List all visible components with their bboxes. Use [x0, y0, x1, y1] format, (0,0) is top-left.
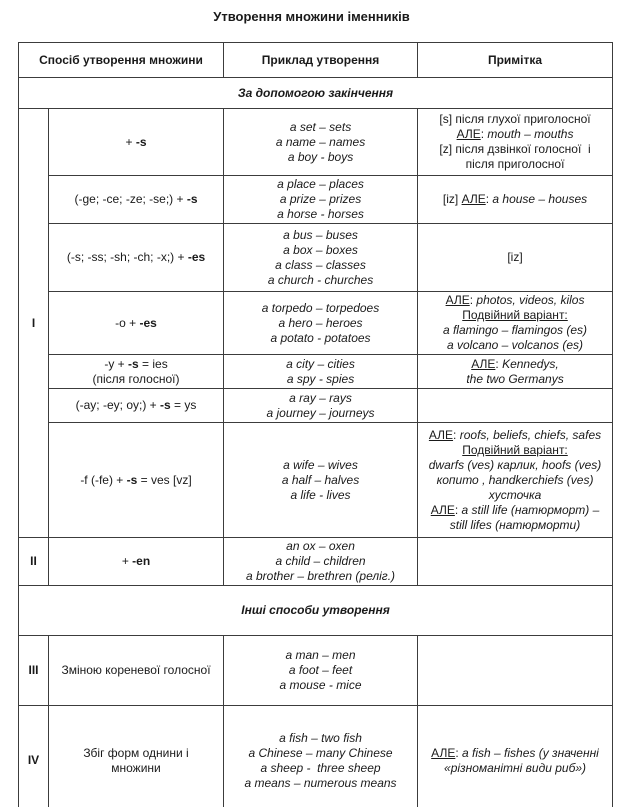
example-cell	[224, 538, 418, 586]
text-run: a life - lives	[290, 487, 351, 502]
text-run: still lifes (натюрморти)	[449, 517, 581, 532]
text-run: Kennedys,	[502, 356, 559, 371]
text-run: +	[125, 134, 136, 149]
section-row-other	[19, 586, 613, 636]
method-cell	[49, 224, 224, 292]
text-line	[52, 135, 220, 150]
text-run: [iz]	[442, 192, 462, 206]
example-cell	[224, 292, 418, 355]
text-run: -s	[126, 472, 138, 487]
note-cell	[418, 292, 613, 355]
text-run: a brother – brethren (реліг.)	[246, 569, 396, 583]
text-run: АЛЕ	[456, 127, 481, 141]
text-run: mouth – mouths	[487, 127, 574, 141]
text-line	[227, 761, 414, 776]
text-run: [iz]	[507, 250, 523, 264]
table-row	[19, 292, 613, 355]
text-run: -o +	[115, 315, 140, 330]
table-row	[19, 636, 613, 706]
table-row	[19, 389, 613, 423]
example-cell	[224, 224, 418, 292]
text-run: Зміною кореневої голосної	[61, 663, 211, 677]
text-run: Подвійний варіант:	[462, 308, 568, 322]
text-line	[421, 308, 609, 323]
text-run: -f (-fe) +	[80, 472, 127, 487]
note-cell	[418, 109, 613, 176]
text-line	[421, 293, 609, 308]
text-run: -es	[139, 315, 157, 330]
text-line	[227, 372, 414, 387]
text-run: = ys	[170, 398, 197, 412]
text-run: -en	[132, 554, 151, 568]
col-header-method: Спосіб утворення множини	[19, 43, 224, 78]
text-run: (після голосної)	[92, 371, 180, 386]
text-run: a ray – rays	[289, 390, 352, 405]
text-run: (-ge; -ce; -ze; -se;) +	[74, 192, 187, 206]
table-row	[19, 176, 613, 224]
text-line	[421, 443, 609, 458]
text-run: :	[453, 427, 460, 442]
table-row	[19, 423, 613, 538]
text-run: АЛЕ	[471, 356, 496, 371]
text-line	[421, 250, 609, 265]
method-cell	[49, 423, 224, 538]
text-run: «різноманітні види риб»)	[444, 760, 586, 775]
text-run: a box – boxes	[283, 242, 358, 257]
method-cell	[49, 389, 224, 423]
text-line	[52, 761, 220, 776]
text-line	[421, 372, 609, 387]
text-line	[227, 663, 414, 678]
text-run: a spy - spies	[286, 371, 355, 386]
text-line	[227, 648, 414, 663]
text-run: -s	[160, 398, 171, 412]
example-cell	[224, 109, 418, 176]
example-cell	[224, 706, 418, 807]
text-run: a flamingo – flamingos (es)	[442, 323, 588, 337]
text-line	[421, 503, 609, 518]
text-line	[227, 301, 414, 316]
text-run: = ies	[138, 356, 168, 371]
text-line	[52, 316, 220, 331]
text-line	[52, 250, 220, 265]
col-header-note: Примітка	[418, 43, 613, 78]
text-line	[421, 357, 609, 372]
method-cell	[49, 706, 224, 807]
text-line	[227, 207, 414, 222]
text-run: :	[485, 192, 493, 206]
example-cell	[224, 636, 418, 706]
text-line	[421, 142, 609, 157]
text-run: [z] після дзвінкої голосної і	[439, 142, 591, 156]
text-line	[227, 243, 414, 258]
text-run: [s] після глухої приголосної	[439, 112, 591, 126]
text-run: a potato - potatoes	[270, 330, 371, 345]
section-title-endings: За допомогою закінчення	[19, 78, 613, 109]
text-line	[227, 488, 414, 503]
text-line	[52, 192, 220, 207]
text-line	[421, 518, 609, 533]
text-line	[421, 761, 609, 776]
text-run: АЛЕ	[428, 427, 454, 442]
text-run: хусточка	[488, 487, 542, 502]
group-numeral-IV: IV	[19, 706, 49, 807]
text-run: a man – men	[285, 648, 356, 662]
text-run: a Chinese – many Chinese	[248, 745, 393, 760]
text-run: копито , handkerchiefs (ves)	[436, 472, 594, 487]
text-run: a fish – fishes (у значенні	[462, 745, 599, 760]
text-line	[227, 135, 414, 150]
text-line	[421, 112, 609, 127]
text-run: -y +	[104, 356, 128, 371]
note-cell	[418, 706, 613, 807]
text-line	[52, 372, 220, 387]
text-line	[227, 228, 414, 243]
text-run: a house – houses	[492, 192, 588, 206]
method-cell	[49, 355, 224, 389]
text-run: (-ay; -ey; oy;) +	[75, 398, 160, 412]
text-run: a means – numerous means	[244, 775, 397, 790]
text-run: a church - churches	[267, 272, 374, 287]
text-line	[227, 554, 414, 569]
text-run: a set – sets	[289, 119, 352, 134]
text-run: АЛЕ	[431, 745, 456, 760]
text-run: a volcano – volcanos (es)	[446, 338, 584, 352]
text-run: a boy - boys	[287, 149, 354, 164]
text-line	[227, 569, 414, 584]
text-run: = ves [vz]	[137, 472, 192, 487]
method-cell	[49, 109, 224, 176]
text-run: an ox – oxen	[286, 539, 355, 553]
text-run: :	[469, 293, 477, 307]
section-row-endings	[19, 78, 613, 109]
example-cell	[224, 176, 418, 224]
method-cell	[49, 538, 224, 586]
table-row	[19, 224, 613, 292]
text-run: :	[455, 745, 462, 760]
text-run: (-s; -ss; -sh; -ch; -x;) +	[66, 250, 188, 264]
text-run: :	[454, 502, 462, 517]
text-line	[227, 678, 414, 693]
note-cell	[418, 355, 613, 389]
text-run: :	[495, 356, 503, 371]
text-run: a horse - horses	[277, 207, 364, 221]
text-run: АЛЕ	[461, 192, 486, 206]
text-run: a mouse - mice	[279, 678, 362, 692]
note-cell	[418, 423, 613, 538]
text-line	[421, 338, 609, 353]
text-run: АЛЕ	[445, 293, 470, 307]
text-run: a city – cities	[286, 356, 355, 371]
col-header-example: Приклад утворення	[224, 43, 418, 78]
group-numeral-I: I	[19, 109, 49, 538]
text-run: a prize – prizes	[279, 192, 362, 206]
text-run: a bus – buses	[283, 227, 358, 242]
text-line	[421, 192, 609, 207]
note-cell	[418, 389, 613, 423]
text-run: -s	[135, 134, 147, 149]
text-line	[227, 391, 414, 406]
text-line	[227, 192, 414, 207]
text-line	[421, 488, 609, 503]
text-line	[227, 258, 414, 273]
text-run: a class – classes	[275, 257, 366, 272]
note-cell	[418, 636, 613, 706]
text-run: roofs, beliefs, chiefs, safes	[459, 427, 602, 442]
text-line	[52, 746, 220, 761]
text-run: множини	[111, 760, 161, 775]
text-line	[227, 150, 414, 165]
text-line	[52, 357, 220, 372]
text-line	[227, 120, 414, 135]
text-line	[227, 458, 414, 473]
text-line	[52, 554, 220, 569]
text-run: a foot – feet	[288, 663, 353, 677]
text-line	[227, 539, 414, 554]
text-line	[227, 316, 414, 331]
page-title: Утворення множини іменників	[213, 9, 410, 24]
plural-formation-table	[18, 42, 613, 807]
text-line	[421, 458, 609, 473]
example-cell	[224, 389, 418, 423]
text-run: +	[121, 554, 133, 568]
text-run: a wife – wives	[283, 457, 358, 472]
text-run: :	[480, 127, 488, 141]
group-numeral-II: II	[19, 538, 49, 586]
note-cell	[418, 538, 613, 586]
text-run: a torpedo – torpedoes	[261, 300, 380, 315]
text-run: a child – children	[275, 554, 366, 568]
text-line	[421, 323, 609, 338]
text-run: a still life (натюрморт) –	[461, 502, 600, 517]
text-line	[421, 746, 609, 761]
table-row	[19, 109, 613, 176]
text-run: dwarfs (ves) карлик, hoofs (ves)	[428, 457, 602, 472]
text-run: a fish – two fish	[279, 730, 362, 745]
method-cell	[49, 176, 224, 224]
text-line	[227, 776, 414, 791]
method-cell	[49, 636, 224, 706]
text-line	[227, 331, 414, 346]
text-run: a half – halves	[281, 472, 360, 487]
table-row	[19, 355, 613, 389]
text-line	[421, 428, 609, 443]
header-row	[19, 43, 613, 78]
text-line	[52, 473, 220, 488]
text-run: Збіг форм однини і	[83, 745, 189, 760]
text-run: the two Germanys	[466, 371, 564, 386]
table-row	[19, 538, 613, 586]
text-run: a place – places	[277, 177, 364, 191]
text-run: a sheep - three sheep	[260, 760, 381, 775]
text-line	[421, 157, 609, 172]
note-cell	[418, 224, 613, 292]
text-run: photos, videos, kilos	[476, 293, 585, 307]
text-line	[227, 473, 414, 488]
text-line	[227, 746, 414, 761]
group-numeral-III: III	[19, 636, 49, 706]
section-title-other: Інші способи утворення	[19, 586, 613, 636]
text-line	[52, 398, 220, 413]
text-line	[227, 731, 414, 746]
text-line	[227, 177, 414, 192]
text-line	[227, 357, 414, 372]
note-cell	[418, 176, 613, 224]
text-line	[421, 127, 609, 142]
text-line	[52, 663, 220, 678]
text-run: -s	[186, 192, 198, 206]
text-line	[227, 406, 414, 421]
text-run: -es	[187, 250, 206, 264]
text-line	[227, 273, 414, 288]
table-row	[19, 706, 613, 807]
example-cell	[224, 355, 418, 389]
text-run: АЛЕ	[430, 502, 455, 517]
text-line	[421, 473, 609, 488]
text-run: a hero – heroes	[278, 315, 363, 330]
method-cell	[49, 292, 224, 355]
text-run: після приголосної	[465, 157, 565, 171]
example-cell	[224, 423, 418, 538]
text-run: Подвійний варіант:	[462, 442, 568, 457]
text-run: -s	[128, 356, 139, 371]
text-run: a name – names	[275, 134, 366, 149]
text-run: a journey – journeys	[266, 405, 375, 420]
